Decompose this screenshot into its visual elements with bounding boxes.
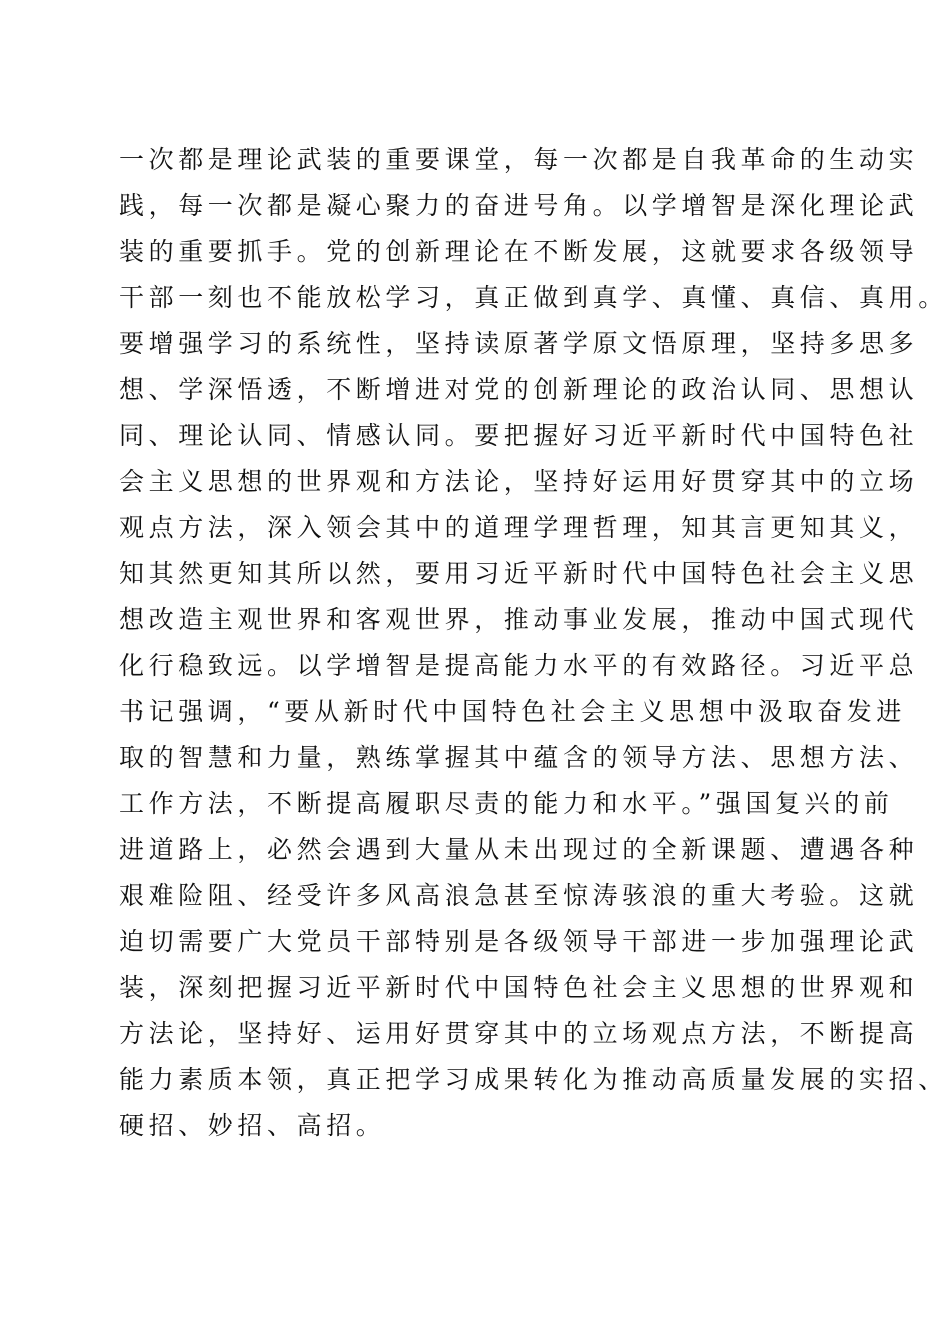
text-line: 知其然更知其所以然，要用习近平新时代中国特色社会主义思 <box>119 559 919 588</box>
text-line: 要增强学习的系统性，坚持读原著学原文悟原理，坚持多思多 <box>119 329 919 358</box>
text-line: 践，每一次都是凝心聚力的奋进号角。以学增智是深化理论武 <box>119 191 919 220</box>
text-line: 书记强调，“要从新时代中国特色社会主义思想中汲取奋发进 <box>119 697 906 726</box>
text-line: 想、学深悟透，不断增进对党的创新理论的政治认同、思想认 <box>119 375 919 404</box>
text-line: 干部一刻也不能放松学习，真正做到真学、真懂、真信、真用。 <box>119 283 948 312</box>
text-line: 进道路上，必然会遇到大量从未出现过的全新课题、遭遇各种 <box>119 835 919 864</box>
text-line: 方法论，坚持好、运用好贯穿其中的立场观点方法，不断提高 <box>119 1019 919 1048</box>
body-paragraph <box>119 137 948 1149</box>
text-line: 想改造主观世界和客观世界，推动事业发展，推动中国式现代 <box>119 605 919 634</box>
text-line: 装，深刻把握习近平新时代中国特色社会主义思想的世界观和 <box>119 973 919 1002</box>
text-line: 迫切需要广大党员干部特别是各级领导干部进一步加强理论武 <box>119 927 919 956</box>
text-line: 能力素质本领，真正把学习成果转化为推动高质量发展的实招、 <box>119 1065 948 1094</box>
text-line: 工作方法，不断提高履职尽责的能力和水平。”强国复兴的前 <box>119 789 894 818</box>
text-line: 硬招、妙招、高招。 <box>119 1111 386 1140</box>
text-line: 同、理论认同、情感认同。要把握好习近平新时代中国特色社 <box>119 421 919 450</box>
text-line: 化行稳致远。以学增智是提高能力水平的有效路径。习近平总 <box>119 651 919 680</box>
text-line: 观点方法，深入领会其中的道理学理哲理，知其言更知其义， <box>119 513 919 542</box>
text-line: 取的智慧和力量，熟练掌握其中蕴含的领导方法、思想方法、 <box>119 743 919 772</box>
text-line: 会主义思想的世界观和方法论，坚持好运用好贯穿其中的立场 <box>119 467 919 496</box>
text-line: 一次都是理论武装的重要课堂，每一次都是自我革命的生动实 <box>119 145 919 174</box>
text-line: 艰难险阻、经受许多风高浪急甚至惊涛骇浪的重大考验。这就 <box>119 881 919 910</box>
text-line: 装的重要抓手。党的创新理论在不断发展，这就要求各级领导 <box>119 237 919 266</box>
